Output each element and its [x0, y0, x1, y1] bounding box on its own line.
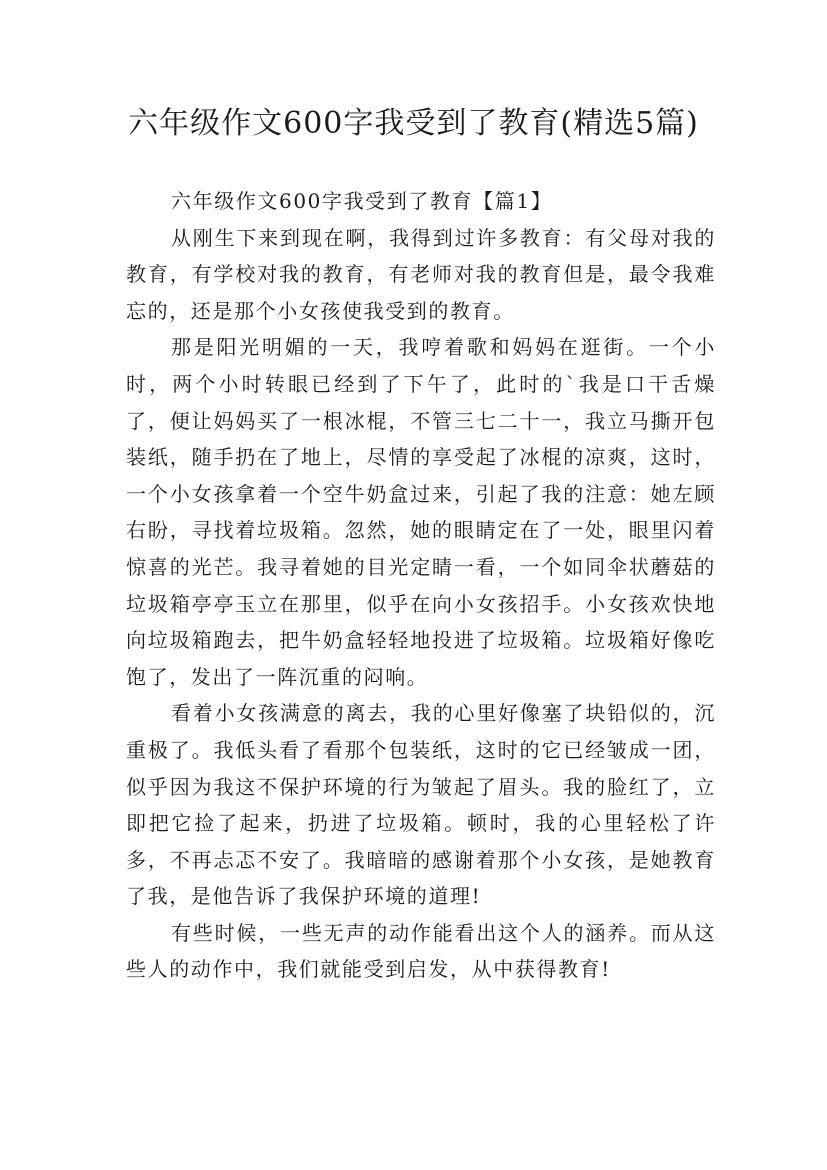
paragraph-1: 从刚生下来到现在啊，我得到过许多教育：有父母对我的教育，有学校对我的教育，有老师对我的教育但是，最令我难忘的，还是那个小女孩使我受到的教育。	[126, 225, 716, 323]
paragraph-4: 有些时候，一些无声的动作能看出这个人的涵养。而从这些人的动作中，我们就能受到启发，从中获得教育!	[126, 920, 716, 982]
document-title: 六年级作文600字我受到了教育(精选5篇)	[128, 106, 699, 141]
document-body	[126, 183, 716, 988]
paragraph-2: 那是阳光明媚的一天，我哼着歌和妈妈在逛街。一个小时，两个小时转眼已经到了下午了，此时的`我是口干舌燥了，便让妈妈买了一根冰棍，不管三七二十一，我立马撕开包装纸，随手扔在了地上，尽情的享受起了冰棍的凉爽，这时，一个小女孩拿着一个空牛奶盒过来，引起了我的注意：她左顾右盼，寻找着垃圾箱。忽然，她的眼睛定在了一处，眼里闪着惊喜的光芒。我寻着她的目光定睛一看，一个如同伞状蘑菇的垃圾箱亭亭玉立在那里，似乎在向小女孩招手。小女孩欢快地向垃圾箱跑去，把牛奶盒轻轻地投进了垃圾箱。垃圾箱好像吃饱了，发出了一阵沉重的闷响。	[126, 335, 716, 689]
section-heading: 六年级作文600字我受到了教育【篇1】	[171, 189, 553, 213]
paragraph-3: 看着小女孩满意的离去，我的心里好像塞了块铅似的，沉重极了。我低头看了看那个包装纸，这时的它已经皱成一团，似乎因为我这不保护环境的行为皱起了眉头。我的脸红了，立即把它捡了起来，扔进了垃圾箱。顿时，我的心里轻松了许多，不再忐忑不安了。我暗暗的感谢着那个小女孩，是她教育了我，是他告诉了我保护环境的道理!	[126, 701, 716, 909]
